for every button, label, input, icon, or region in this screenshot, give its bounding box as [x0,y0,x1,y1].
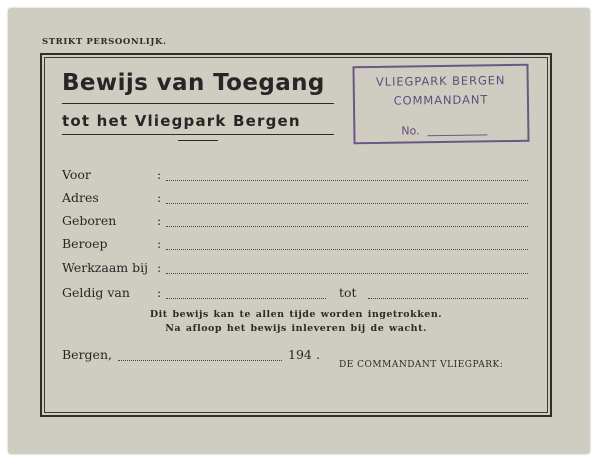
field-geldig-tot-line[interactable] [368,298,528,299]
field-voor-line[interactable] [166,180,528,181]
stamp-number-label: No. [401,124,420,138]
field-label-werkzaam-bij: Werkzaam bij [62,260,148,275]
field-colon: : [157,167,162,182]
field-colon: : [157,285,162,300]
field-werkzaam-bij-line[interactable] [166,273,528,274]
field-label-beroep: Beroep [62,236,108,251]
field-colon: : [157,213,162,228]
year-prefix: 194 [288,347,312,362]
field-geldig-van-line[interactable] [166,298,326,299]
field-label-adres: Adres [62,190,99,205]
field-label-geboren: Geboren [62,213,117,228]
field-beroep-line[interactable] [166,249,528,250]
subtitle-underline [62,134,334,135]
field-colon: : [157,190,162,205]
confidential-note: STRIKT PERSOONLIJK. [42,37,167,47]
title-underline [62,103,334,104]
document-title: Bewijs van Toegang [62,70,325,96]
commandant-stamp [352,64,529,144]
short-divider [178,140,218,141]
date-line[interactable] [118,360,282,361]
stamp-number-line [427,134,487,136]
document-subtitle: tot het Vliegpark Bergen [62,112,301,130]
field-geboren-line[interactable] [166,226,528,227]
field-colon: : [157,260,162,275]
stamp-line-commandant: COMMANDANT [393,92,489,108]
field-label-voor: Voor [62,167,91,182]
stamp-line-vliegpark: VLIEGPARK BERGEN [375,73,506,89]
year-suffix: . [316,347,320,362]
field-label-geldig-van: Geldig van [62,285,130,300]
field-label-tot: tot [339,285,357,300]
notice-revocable: Dit bewijs kan te allen tijde worden ingetrokken. [149,309,443,320]
commandant-signature-label: DE COMMANDANT VLIEGPARK: [339,360,504,370]
field-adres-line[interactable] [166,203,528,204]
notice-return-pass: Na afloop het bewijs inleveren bij de wacht. [165,323,427,334]
place-label: Bergen, [62,347,112,362]
field-colon: : [157,236,162,251]
